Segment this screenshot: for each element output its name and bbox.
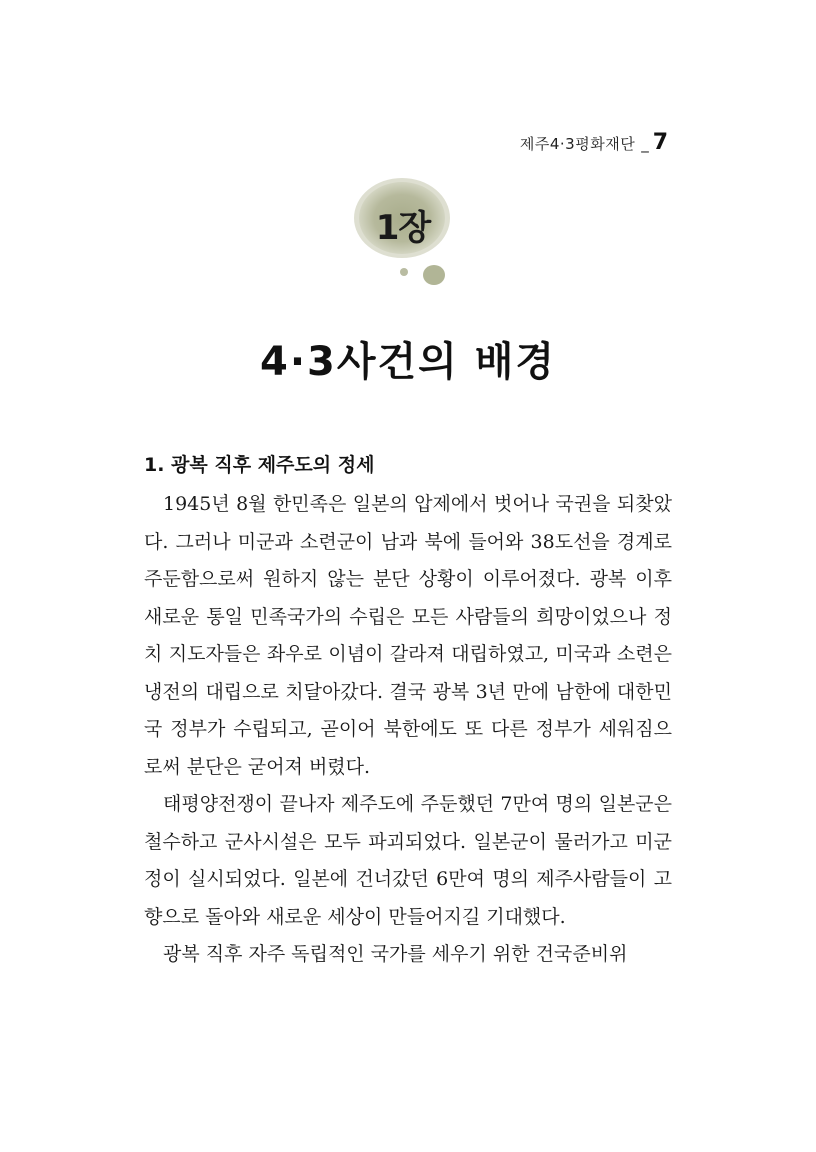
header-organization: 제주4·3평화재단 <box>519 135 636 153</box>
header-separator: _ <box>641 135 649 153</box>
section-heading: 1. 광복 직후 제주도의 정세 <box>144 454 375 476</box>
paragraph: 1945년 8월 한민족은 일본의 압제에서 벗어나 국권을 되찾았다. 그러나 미군과 소련군이 남과 북에 들어와 38도선을 경계로 주둔함으로써 원하지 않는 분단 상황이 이루어졌다. 광복 이후 새로운 통일 민족국가의 수립은 모든 사람들의 희망이었으나 정치 지도자들은 좌우로 이념이 갈라져 대립하였고, 미국과 소련은 냉전의 대립으로 치달아갔다. 결국 광복 3년 만에 남한에 대한민국 정부가 수립되고, 곧이어 북한에도 또 다른 정부가 세워짐으로써 분단은 굳어져 버렸다. <box>144 493 672 778</box>
page-number: 7 <box>652 130 668 155</box>
chapter-label: 1장 <box>375 208 431 248</box>
paragraph: 광복 직후 자주 독립적인 국가를 세우기 위한 건국준비위 <box>163 943 628 965</box>
chapter-emblem <box>352 178 462 298</box>
chapter-title: 4·3사건의 배경 <box>260 339 556 385</box>
body-text <box>144 486 672 974</box>
paragraph: 태평양전쟁이 끝나자 제주도에 주둔했던 7만여 명의 일본군은 철수하고 군사시설은 모두 파괴되었다. 일본군이 물러가고 미군정이 실시되었다. 일본에 건너갔던 6만여 명의 제주사람들이 고향으로 돌아와 새로운 세상이 만들어지길 기대했다. <box>144 793 672 928</box>
running-header <box>520 130 668 155</box>
